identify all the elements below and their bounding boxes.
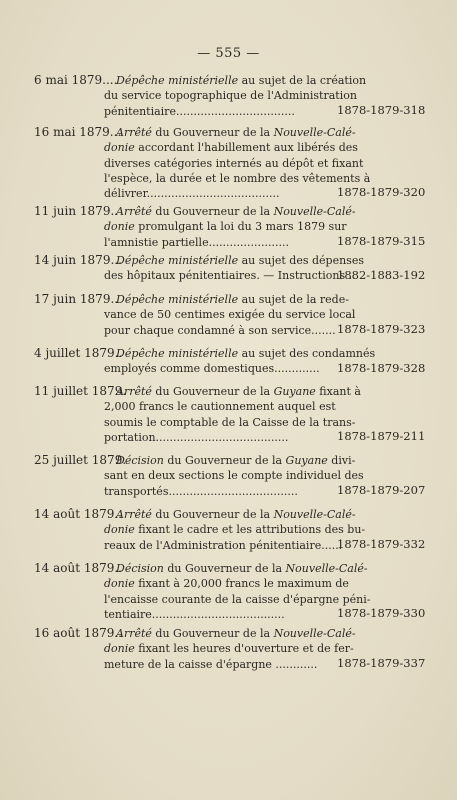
entry-line: tentiaire...................................... <box>104 607 285 621</box>
page-number: — 555 — <box>197 46 260 61</box>
entry-reference: 1882-1883-192 <box>337 268 426 282</box>
entry-line: des hôpitaux pénitentiaires. — Instructions .. <box>104 269 356 283</box>
entry-line: donie accordant l'habillement aux libérés des <box>104 141 358 155</box>
entry-line: Décision du Gouverneur de la Nouvelle-Calé- <box>116 562 368 575</box>
entry-line: vance de 50 centimes exigée du service local <box>104 308 356 322</box>
entry-reference: 1878-1879-337 <box>337 656 426 670</box>
entry-date: 14 août 1879.. <box>34 561 122 575</box>
entry-date: 14 juin 1879... <box>34 253 122 267</box>
entry-line: Dépêche ministérielle au sujet des condamnés <box>116 347 376 360</box>
entry-text <box>104 626 356 672</box>
entry-line: Arrêté du Gouverneur de la Nouvelle-Calé- <box>116 627 356 640</box>
entry-date: 17 juin 1879.. <box>34 292 119 306</box>
entry-reference: 1878-1879-315 <box>337 234 426 248</box>
entry-date: 6 mai 1879.... <box>34 73 118 87</box>
entry-text <box>104 561 371 622</box>
entry-date: 14 août 1879.. <box>34 507 122 521</box>
entry-text <box>104 384 361 445</box>
entry-reference: 1878-1879-328 <box>337 361 426 375</box>
entry-reference: 1878-1879-211 <box>337 429 426 443</box>
entry-text <box>104 73 367 119</box>
entry-text <box>104 204 356 250</box>
entry-line: transportés..................................... <box>104 484 298 498</box>
entry-line: meture de la caisse d'épargne ............ <box>104 657 318 671</box>
entry-line: Arrêté du Gouverneur de la Nouvelle-Calé- <box>116 508 356 521</box>
entry-date: 25 juillet 1879. <box>34 453 127 467</box>
entry-line: employés comme domestiques............. <box>104 362 320 376</box>
entry-reference: 1878-1879-330 <box>337 606 426 620</box>
entry-text <box>104 292 356 338</box>
entry-line: pénitentiaire.................................. <box>104 104 295 118</box>
entry-reference: 1878-1879-318 <box>337 103 426 117</box>
entry-text <box>104 346 376 377</box>
entry-date: 11 juin 1879.. <box>34 204 119 218</box>
entry-line: du service topographique de l'Administration <box>104 89 357 103</box>
entry-reference: 1878-1879-323 <box>337 322 426 336</box>
entry-date: 16 août 1879.. <box>34 626 122 640</box>
entry-reference: 1878-1879-332 <box>337 537 426 551</box>
entry-line: Dépêche ministérielle au sujet de la création <box>116 74 367 87</box>
entry-line: Décision du Gouverneur de la Guyane divi- <box>116 454 356 467</box>
entry-line: diverses catégories internés au dépôt et fixant <box>104 156 364 170</box>
entry-line: donie fixant à 20,000 francs le maximum de <box>104 577 349 591</box>
entry-line: sant en deux sections le compte individuel des <box>104 469 364 483</box>
entry-text <box>104 125 371 201</box>
entry-text <box>104 453 364 499</box>
entry-line: Arrêté du Gouverneur de la Nouvelle-Calé- <box>116 205 356 218</box>
entry-line: Dépêche ministérielle au sujet de la rede- <box>116 293 349 306</box>
entry-line: l'encaisse courante de la caisse d'épargne péni- <box>104 592 371 606</box>
entry-line: donie fixant les heures d'ouverture et de fer- <box>104 642 354 656</box>
entry-line: Arrêté du Gouverneur de la Guyane fixant à <box>116 385 361 398</box>
entry-line: l'espèce, la durée et le nombre des vêtements à <box>104 171 371 185</box>
entry-line: l'amnistie partielle....................... <box>104 235 289 249</box>
entry-date: 11 juillet 1879. <box>34 384 127 398</box>
entry-line: donie promulgant la loi du 3 mars 1879 sur <box>104 220 347 234</box>
entry-line: délivrer...................................... <box>104 187 280 201</box>
entry-line: Arrêté du Gouverneur de la Nouvelle-Calé- <box>116 126 356 139</box>
entry-text <box>104 253 364 284</box>
entry-text <box>104 507 366 553</box>
entry-reference: 1878-1879-207 <box>337 483 426 497</box>
entry-line: reaux de l'Administration pénitentiaire...... <box>104 538 343 552</box>
entry-line: soumis le comptable de la Caisse de la trans- <box>104 415 356 429</box>
entry-line: portation...................................... <box>104 430 289 444</box>
entry-line: donie fixant le cadre et les attributions des bu- <box>104 523 366 537</box>
entry-line: Dépêche ministérielle au sujet des dépenses <box>116 254 364 267</box>
entry-reference: 1878-1879-320 <box>337 185 426 199</box>
entry-date: 16 mai 1879... <box>34 125 122 139</box>
entry-line: pour chaque condamné à son service....... <box>104 323 336 337</box>
entry-date: 4 juillet 1879.. <box>34 346 123 360</box>
entry-line: 2,000 francs le cautionnement auquel est <box>104 400 336 414</box>
